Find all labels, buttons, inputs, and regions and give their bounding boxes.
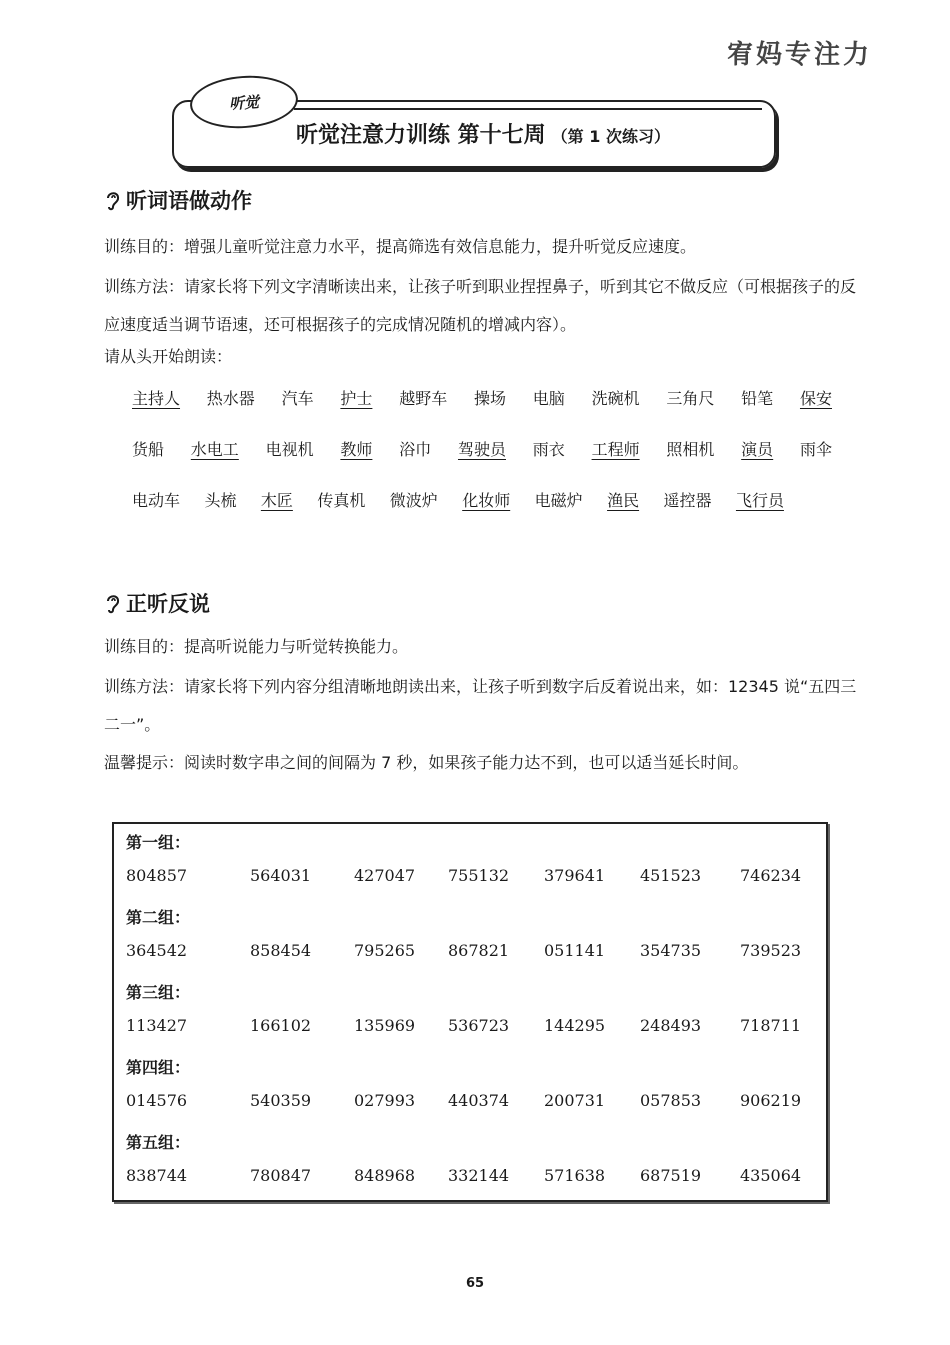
word-occupation: 化妆师 bbox=[462, 491, 511, 510]
word-item: 雨衣 bbox=[532, 440, 565, 459]
number-string: 248493 bbox=[640, 1016, 702, 1035]
word-item: 微波炉 bbox=[389, 491, 438, 510]
word-occupation: 水电工 bbox=[190, 440, 239, 459]
number-string: 057853 bbox=[640, 1091, 702, 1110]
number-string: 113427 bbox=[126, 1016, 188, 1035]
word-item: 铅笔 bbox=[741, 389, 774, 408]
number-string: 848968 bbox=[354, 1166, 416, 1185]
section2-title: 正听反说 bbox=[126, 592, 210, 616]
number-string: 144295 bbox=[544, 1016, 606, 1035]
section2-method: 训练方法：请家长将下列内容分组清晰地朗读出来，让孩子听到数字后反着说出来，如：12345 说“五四三二一”。 bbox=[104, 677, 857, 734]
word-item: 头梳 bbox=[204, 491, 237, 510]
page-title bbox=[296, 118, 670, 149]
number-string: 440374 bbox=[448, 1091, 510, 1110]
title-subtitle: （第 1 次练习） bbox=[551, 127, 670, 146]
number-string: 564031 bbox=[250, 866, 312, 885]
word-item: 电视机 bbox=[265, 440, 314, 459]
group-label: 第一组： bbox=[126, 833, 191, 852]
word-occupation: 工程师 bbox=[591, 440, 640, 459]
number-string: 364542 bbox=[126, 941, 188, 960]
word-occupation: 演员 bbox=[741, 440, 774, 459]
word-item: 电脑 bbox=[532, 389, 565, 408]
word-occupation: 教师 bbox=[340, 440, 373, 459]
number-string: 166102 bbox=[250, 1016, 312, 1035]
word-item: 洗碗机 bbox=[591, 389, 640, 408]
section1-method: 训练方法：请家长将下列文字清晰读出来，让孩子听到职业捏捏鼻子，听到其它不做反应（可根据孩子的反应速度适当调节语速，还可根据孩子的完成情况随机的增减内容）。 bbox=[104, 277, 857, 334]
number-string: 051141 bbox=[544, 941, 606, 960]
word-item: 货船 bbox=[132, 440, 165, 459]
number-string: 014576 bbox=[126, 1091, 188, 1110]
ear-icon bbox=[104, 592, 122, 614]
section1-heading bbox=[104, 185, 252, 215]
word-occupation: 木匠 bbox=[260, 491, 293, 510]
word-item: 三角尺 bbox=[666, 389, 715, 408]
group-label: 第五组： bbox=[126, 1133, 191, 1152]
word-occupation: 驾驶员 bbox=[457, 440, 506, 459]
section1-purpose: 训练目的：增强儿童听觉注意力水平，提高筛选有效信息能力，提升听觉反应速度。 bbox=[104, 237, 697, 256]
group-label: 第二组： bbox=[126, 908, 191, 927]
number-string: 135969 bbox=[354, 1016, 416, 1035]
word-item: 操场 bbox=[473, 389, 506, 408]
group-label: 第三组： bbox=[126, 983, 191, 1002]
word-occupation: 主持人 bbox=[132, 389, 181, 408]
number-string: 739523 bbox=[740, 941, 802, 960]
word-item: 传真机 bbox=[317, 491, 366, 510]
word-item: 照相机 bbox=[666, 440, 715, 459]
category-tag: 听觉 bbox=[188, 72, 299, 131]
number-string: 540359 bbox=[250, 1091, 312, 1110]
word-item: 遥控器 bbox=[663, 491, 712, 510]
section2-heading bbox=[104, 588, 210, 618]
word-occupation: 飞行员 bbox=[735, 491, 784, 510]
number-string: 451523 bbox=[640, 866, 702, 885]
title-rule bbox=[294, 108, 762, 110]
section2-tip: 温馨提示：阅读时数字串之间的间隔为 7 秒，如果孩子能力达不到，也可以适当延长时间。 bbox=[104, 753, 749, 772]
number-string: 755132 bbox=[448, 866, 510, 885]
number-string: 427047 bbox=[354, 866, 416, 885]
number-string: 354735 bbox=[640, 941, 702, 960]
page-number: 65 bbox=[465, 1276, 485, 1291]
number-string: 687519 bbox=[640, 1166, 702, 1185]
word-item: 电动车 bbox=[132, 491, 181, 510]
number-string: 906219 bbox=[740, 1091, 802, 1110]
number-groups-table bbox=[112, 822, 828, 1202]
word-row-2 bbox=[132, 437, 832, 460]
word-item: 越野车 bbox=[399, 389, 448, 408]
number-string: 838744 bbox=[126, 1166, 188, 1185]
group-label: 第四组： bbox=[126, 1058, 191, 1077]
word-item: 热水器 bbox=[206, 389, 255, 408]
word-item: 浴巾 bbox=[399, 440, 432, 459]
ear-icon bbox=[104, 189, 122, 211]
word-item: 汽车 bbox=[281, 389, 314, 408]
word-occupation: 渔民 bbox=[607, 491, 640, 510]
number-string: 746234 bbox=[740, 866, 802, 885]
section1-instruction: 请从头开始朗读： bbox=[104, 347, 233, 366]
number-string: 332144 bbox=[448, 1166, 510, 1185]
number-string: 027993 bbox=[354, 1091, 416, 1110]
number-string: 435064 bbox=[740, 1166, 802, 1185]
word-item: 雨伞 bbox=[799, 440, 832, 459]
number-string: 867821 bbox=[448, 941, 510, 960]
word-item: 电磁炉 bbox=[534, 491, 583, 510]
number-string: 795265 bbox=[354, 941, 416, 960]
word-occupation: 保安 bbox=[799, 389, 832, 408]
title-main: 听觉注意力训练 第十七周 bbox=[296, 123, 546, 148]
number-string: 571638 bbox=[544, 1166, 606, 1185]
section2-purpose: 训练目的：提高听说能力与听觉转换能力。 bbox=[104, 637, 409, 656]
number-string: 536723 bbox=[448, 1016, 510, 1035]
word-occupation: 护士 bbox=[340, 389, 373, 408]
section1-title: 听词语做动作 bbox=[126, 189, 252, 213]
word-row-1 bbox=[132, 386, 832, 409]
number-string: 718711 bbox=[740, 1016, 802, 1035]
word-row-3 bbox=[132, 488, 784, 511]
number-string: 200731 bbox=[544, 1091, 606, 1110]
number-string: 379641 bbox=[544, 866, 606, 885]
number-string: 858454 bbox=[250, 941, 312, 960]
number-string: 780847 bbox=[250, 1166, 312, 1185]
number-string: 804857 bbox=[126, 866, 188, 885]
brand-watermark: 宥妈专注力 bbox=[726, 40, 872, 70]
